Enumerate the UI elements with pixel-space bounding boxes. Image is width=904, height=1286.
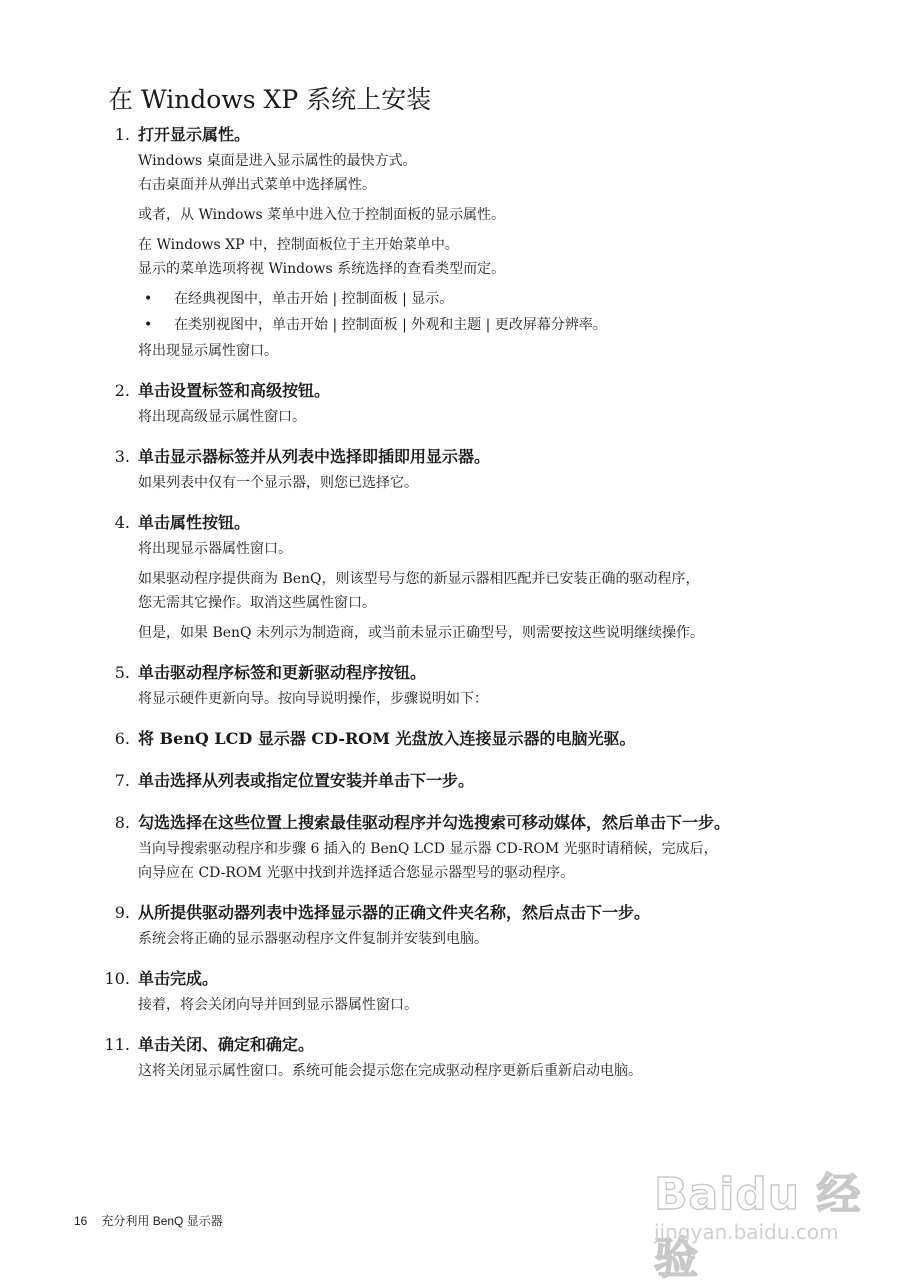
page-number: 16 xyxy=(74,1214,88,1228)
page-title: 在 Windows XP 系统上安装 xyxy=(108,85,432,114)
step-text: 这将关闭显示属性窗口。系统可能会提示您在完成驱动程序更新后重新启动电脑。 xyxy=(138,1063,642,1079)
step-text: 但是，如果 BenQ 未列示为制造商，或当前未显示正确型号，则需要按这些说明继续操作。 xyxy=(138,625,704,641)
bullet-dot-icon: • xyxy=(144,317,153,333)
step-number: 9. xyxy=(114,903,130,922)
footer-text: 充分利用 BenQ 显示器 xyxy=(101,1214,223,1228)
watermark-logo: Baidu 经验 xyxy=(654,1169,862,1284)
step-heading xyxy=(0,122,904,148)
step-text: 当向导搜索驱动程序和步骤 6 插入的 BenQ LCD 显示器 CD-ROM 光驱时请稍候，完成后， xyxy=(138,841,718,857)
step-title: 单击完成。 xyxy=(138,969,219,988)
step-2 xyxy=(0,378,904,428)
step-10 xyxy=(0,966,904,1016)
step-text: 如果驱动程序提供商为 BenQ，则该型号与您的新显示器相匹配并已安装正确的驱动程序， xyxy=(138,571,700,587)
bullet-dot-icon: • xyxy=(144,291,153,307)
step-number: 2. xyxy=(114,381,130,400)
step-text: 如果列表中仅有一个显示器，则您已选择它。 xyxy=(138,475,418,491)
step-text: 系统会将正确的显示器驱动程序文件复制并安装到电脑。 xyxy=(138,931,488,947)
step-number: 1. xyxy=(114,125,130,144)
step-text: 向导应在 CD-ROM 光驱中找到并选择适合您显示器型号的驱动程序。 xyxy=(138,865,575,881)
step-text: Windows 桌面是进入显示属性的最快方式。 xyxy=(138,153,417,169)
step-7 xyxy=(0,768,904,794)
page-footer xyxy=(74,1212,223,1229)
step-heading xyxy=(0,900,904,926)
step-title: 勾选选择在这些位置上搜索最佳驱动程序并勾选搜索可移动媒体，然后单击下一步。 xyxy=(138,813,731,832)
step-title: 将 BenQ LCD 显示器 CD-ROM 光盘放入连接显示器的电脑光驱。 xyxy=(138,729,636,748)
step-text: 在 Windows XP 中，控制面板位于主开始菜单中。 xyxy=(138,237,459,253)
watermark xyxy=(640,1150,870,1284)
step-3 xyxy=(0,444,904,494)
step-heading xyxy=(0,378,904,404)
bullet-text: 在经典视图中，单击开始 | 控制面板 | 显示。 xyxy=(174,291,454,307)
step-text: 或者，从 Windows 菜单中进入位于控制面板的显示属性。 xyxy=(138,207,506,223)
step-heading xyxy=(0,660,904,686)
step-title: 单击设置标签和高级按钮。 xyxy=(138,381,331,400)
step-text: 显示的菜单选项将视 Windows 系统选择的查看类型而定。 xyxy=(138,261,506,277)
step-text: 您无需其它操作。取消这些属性窗口。 xyxy=(138,595,376,611)
step-heading xyxy=(0,1032,904,1058)
step-number: 6. xyxy=(114,729,130,748)
step-9 xyxy=(0,900,904,950)
step-number: 10. xyxy=(104,969,130,988)
bullet-item xyxy=(138,286,904,312)
step-title: 单击关闭、确定和确定。 xyxy=(138,1035,315,1054)
step-title: 单击属性按钮。 xyxy=(138,513,251,532)
step-11 xyxy=(0,1032,904,1082)
step-title: 单击驱动程序标签和更新驱动程序按钮。 xyxy=(138,663,427,682)
step-title: 单击选择从列表或指定位置安装并单击下一步。 xyxy=(138,771,475,790)
watermark-url: jingyan.baidu.com xyxy=(654,1220,839,1244)
step-title: 单击显示器标签并从列表中选择即插即用显示器。 xyxy=(138,447,491,466)
bullet-text: 在类别视图中，单击开始 | 控制面板 | 外观和主题 | 更改屏幕分辨率。 xyxy=(174,317,607,333)
step-heading xyxy=(0,444,904,470)
step-number: 7. xyxy=(114,771,130,790)
bullet-list xyxy=(0,286,904,338)
step-text: 接着，将会关闭向导并回到显示器属性窗口。 xyxy=(138,997,418,1013)
step-heading xyxy=(0,810,904,836)
step-text: 将出现显示器属性窗口。 xyxy=(138,541,292,557)
step-8 xyxy=(0,810,904,884)
step-6 xyxy=(0,726,904,752)
step-text: 将显示硬件更新向导。按向导说明操作，步骤说明如下： xyxy=(138,691,488,707)
step-text: 将出现显示属性窗口。 xyxy=(138,343,278,359)
step-heading xyxy=(0,768,904,794)
step-4 xyxy=(0,510,904,644)
step-title: 打开显示属性。 xyxy=(138,125,251,144)
steps-list xyxy=(0,122,904,1098)
step-5 xyxy=(0,660,904,710)
step-1 xyxy=(0,122,904,362)
step-number: 8. xyxy=(114,813,130,832)
step-text: 将出现高级显示属性窗口。 xyxy=(138,409,306,425)
step-number: 4. xyxy=(114,513,130,532)
step-number: 5. xyxy=(114,663,130,682)
step-heading xyxy=(0,726,904,752)
step-text: 右击桌面并从弹出式菜单中选择属性。 xyxy=(138,177,376,193)
bullet-item xyxy=(138,312,904,338)
step-title: 从所提供驱动器列表中选择显示器的正确文件夹名称，然后点击下一步。 xyxy=(138,903,651,922)
step-heading xyxy=(0,966,904,992)
step-heading xyxy=(0,510,904,536)
step-number: 3. xyxy=(114,447,130,466)
step-number: 11. xyxy=(104,1035,130,1054)
